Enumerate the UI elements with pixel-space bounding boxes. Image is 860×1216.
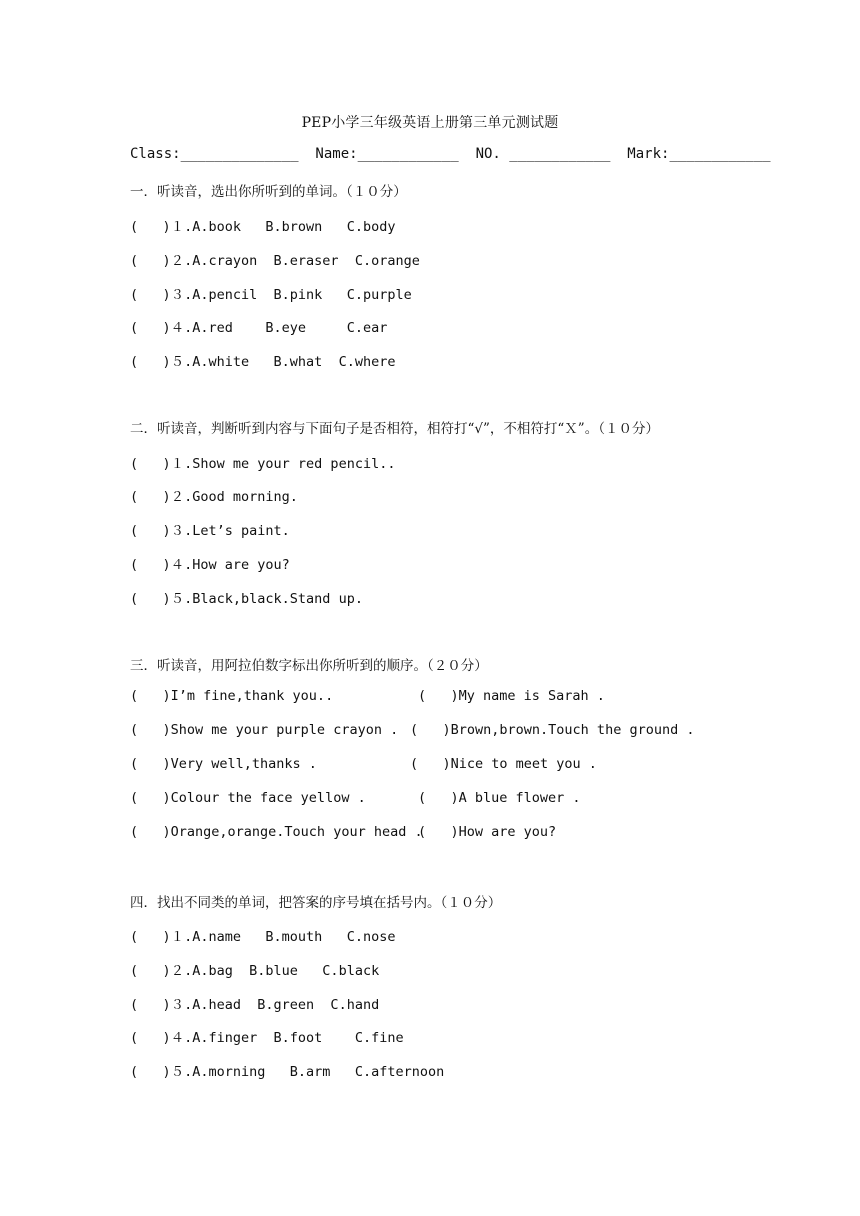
- section-2-title: 二．听读音，判断听到内容与下面句子是否相符，相符打“√”，不相符打“Ｘ”。（１０分）: [130, 421, 659, 437]
- s1-question-3: ( )３.A.pencil B.pink C.purple: [130, 287, 412, 303]
- s4-question-4: ( )４.A.finger B.foot C.fine: [130, 1030, 404, 1046]
- s3-right-3: ( )Nice to meet you .: [410, 756, 597, 772]
- section-3-title: 三．听读音，用阿拉伯数字标出你所听到的顺序。（２０分）: [130, 658, 488, 674]
- section-1-title: 一．听读音，选出你所听到的单词。（１０分）: [130, 184, 407, 200]
- s2-question-2: ( )２.Good morning.: [130, 489, 298, 505]
- s4-question-5: ( )５.A.morning B.arm C.afternoon: [130, 1064, 445, 1080]
- s1-question-1: ( )１.A.book B.brown C.body: [130, 219, 396, 235]
- s1-question-2: ( )２.A.crayon B.eraser C.orange: [130, 253, 420, 269]
- s3-left-5: ( )Orange,orange.Touch your head .: [130, 824, 423, 840]
- s3-left-2: ( )Show me your purple crayon .: [130, 722, 399, 738]
- s3-right-1: ( )My name is Sarah .: [418, 688, 605, 704]
- s3-right-4: ( )A blue flower .: [418, 790, 581, 806]
- s4-question-3: ( )３.A.head B.green C.hand: [130, 997, 380, 1013]
- s3-right-2: ( )Brown,brown.Touch the ground .: [410, 722, 695, 738]
- s4-question-1: ( )１.A.name B.mouth C.nose: [130, 929, 396, 945]
- s2-question-4: ( )４.How are you?: [130, 557, 290, 573]
- page-title: PEP小学三年级英语上册第三单元测试题: [301, 115, 559, 131]
- s2-question-5: ( )５.Black,black.Stand up.: [130, 591, 363, 607]
- s2-question-1: ( )１.Show me your red pencil..: [130, 456, 396, 472]
- s3-left-3: ( )Very well,thanks .: [130, 756, 317, 772]
- student-info-line: Class:______________ Name:____________ NO. ____________ Mark:____________: [130, 146, 771, 162]
- section-4-title: 四．找出不同类的单词，把答案的序号填在括号内。（１０分）: [130, 895, 502, 911]
- s1-question-5: ( )５.A.white B.what C.where: [130, 354, 396, 370]
- s3-left-4: ( )Colour the face yellow .: [130, 790, 366, 806]
- s3-left-1: ( )I’m fine,thank you..: [130, 688, 334, 704]
- s3-right-5: ( )How are you?: [418, 824, 557, 840]
- s4-question-2: ( )２.A.bag B.blue C.black: [130, 963, 380, 979]
- s1-question-4: ( )４.A.red B.eye C.ear: [130, 320, 388, 336]
- s2-question-3: ( )３.Let’s paint.: [130, 523, 290, 539]
